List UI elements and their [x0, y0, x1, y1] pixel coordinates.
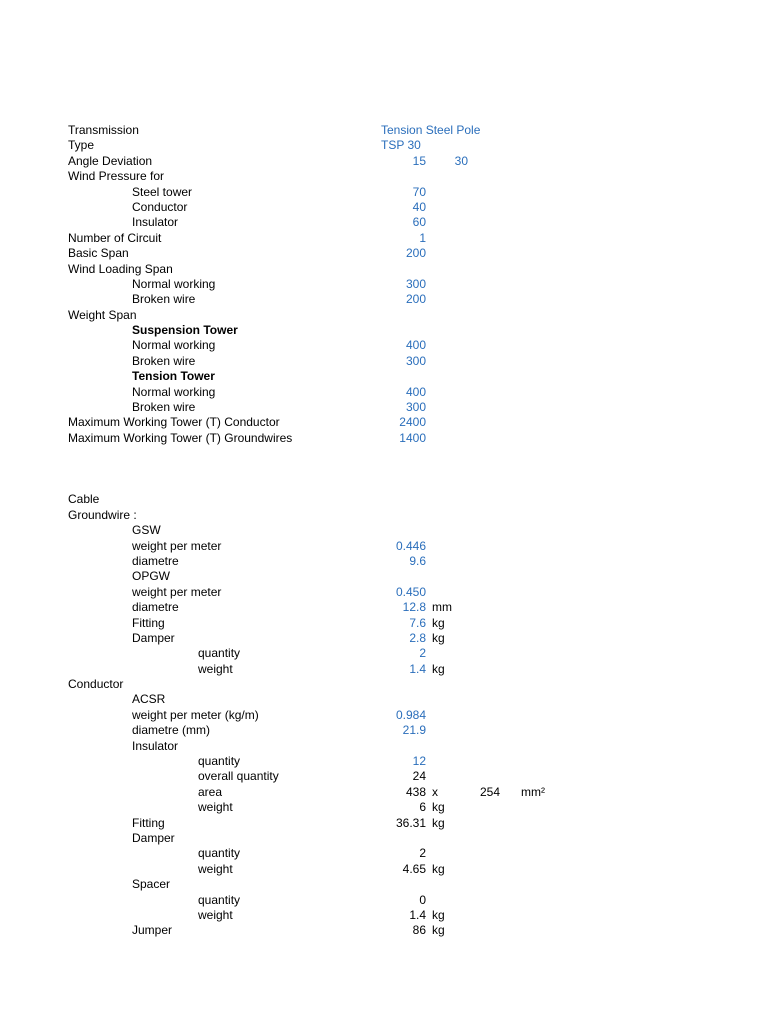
opgw-weight-value[interactable]: 0.450 — [395, 584, 426, 599]
row-acsr-weight — [0, 708, 768, 723]
spacer-quantity-label: quantity — [198, 892, 241, 907]
steel-tower-label: Steel tower — [132, 184, 193, 199]
wp-insulator-label: Insulator — [132, 215, 179, 230]
number-of-circuit-label: Number of Circuit — [68, 230, 162, 245]
row-opgw-diametre — [0, 600, 768, 615]
st-normal-working-value[interactable]: 400 — [405, 338, 426, 353]
jumper-value: 86 — [412, 923, 426, 938]
row-wind-pressure — [0, 169, 768, 184]
row-gw-fitting — [0, 616, 768, 631]
row-conductor — [0, 677, 768, 692]
cable-label: Cable — [68, 492, 100, 507]
row-wp-conductor — [0, 200, 768, 215]
spacer-weight-unit: kg — [432, 907, 445, 922]
row-spacer-weight — [0, 908, 768, 923]
transmission-label: Transmission — [68, 123, 139, 137]
row-weight-span — [0, 308, 768, 323]
gw-fitting-value[interactable]: 7.6 — [409, 615, 426, 630]
cond-fitting-unit: kg — [432, 815, 445, 830]
gsw-label: GSW — [132, 523, 161, 538]
spreadsheet-sheet — [0, 123, 768, 939]
row-max-working-conductor — [0, 415, 768, 430]
row-type — [0, 138, 768, 153]
row-opgw — [0, 569, 768, 584]
acsr-weight-value[interactable]: 0.984 — [395, 707, 426, 722]
row-gsw-weight — [0, 539, 768, 554]
gw-fitting-unit: kg — [432, 615, 445, 630]
cond-fitting-label: Fitting — [132, 815, 165, 830]
insulator-area-operator: x — [432, 784, 438, 799]
wp-conductor-value[interactable]: 40 — [412, 199, 426, 214]
cond-damper-quantity-value: 2 — [419, 846, 426, 861]
steel-tower-value[interactable]: 70 — [412, 184, 426, 199]
row-insulator-area — [0, 785, 768, 800]
groundwire-label: Groundwire : — [68, 507, 137, 522]
insulator-area-value2: 254 — [479, 784, 500, 799]
st-broken-wire-value[interactable]: 300 — [405, 353, 426, 368]
wp-conductor-label: Conductor — [132, 199, 188, 214]
cond-damper-label: Damper — [132, 830, 175, 845]
row-groundwire — [0, 508, 768, 523]
transmission-value[interactable]: Tension Steel Pole — [381, 123, 481, 137]
row-suspension-tower — [0, 323, 768, 338]
spacer-quantity-value: 0 — [419, 892, 426, 907]
wls-normal-working-label: Normal working — [132, 276, 216, 291]
row-cond-damper — [0, 831, 768, 846]
row-insulator-overall-quantity — [0, 769, 768, 784]
row-wls-broken-wire — [0, 292, 768, 307]
row-gw-damper-quantity — [0, 646, 768, 661]
row-spacer-quantity — [0, 893, 768, 908]
row-tension-tower — [0, 369, 768, 384]
gsw-weight-label: weight per meter — [132, 538, 222, 553]
row-cond-damper-quantity — [0, 846, 768, 861]
insulator-weight-unit: kg — [432, 800, 445, 815]
gw-damper-weight-label: weight — [198, 661, 233, 676]
type-label: Type — [68, 138, 95, 153]
cond-fitting-value: 36.31 — [395, 815, 426, 830]
row-wls-normal-working — [0, 277, 768, 292]
wp-insulator-value[interactable]: 60 — [412, 215, 426, 230]
max-working-groundwires-label: Maximum Working Tower (T) Groundwires — [68, 430, 293, 445]
insulator-area-label: area — [198, 784, 223, 799]
insulator-weight-value: 6 — [419, 800, 426, 815]
insulator-overall-quantity-label: overall quantity — [198, 769, 279, 784]
angle-deviation-label: Angle Deviation — [68, 153, 153, 168]
gw-damper-weight-unit: kg — [432, 661, 445, 676]
wind-pressure-label: Wind Pressure for — [68, 169, 165, 184]
row-angle-deviation — [0, 154, 768, 169]
insulator-quantity-label: quantity — [198, 754, 241, 769]
tt-normal-working-value[interactable]: 400 — [405, 384, 426, 399]
spacer-weight-value: 1.4 — [409, 907, 426, 922]
empty-rows — [0, 446, 768, 492]
cond-damper-quantity-label: quantity — [198, 846, 241, 861]
insulator-weight-label: weight — [198, 800, 233, 815]
insulator-area-value: 438 — [405, 784, 426, 799]
basic-span-label: Basic Span — [68, 246, 129, 261]
jumper-label: Jumper — [132, 923, 173, 938]
row-gw-damper — [0, 631, 768, 646]
row-opgw-weight — [0, 585, 768, 600]
row-transmission — [0, 123, 768, 138]
max-working-conductor-label: Maximum Working Tower (T) Conductor — [68, 415, 280, 430]
row-spacer — [0, 877, 768, 892]
gw-damper-unit: kg — [432, 630, 445, 645]
conductor-label: Conductor — [68, 677, 124, 692]
insulator-overall-quantity-value: 24 — [412, 769, 426, 784]
cond-damper-weight-value: 4.65 — [402, 861, 426, 876]
acsr-label: ACSR — [132, 692, 166, 707]
wls-broken-wire-label: Broken wire — [132, 292, 196, 307]
insulator-area-unit: mm² — [521, 784, 545, 799]
row-gw-damper-weight — [0, 662, 768, 677]
tt-broken-wire-value[interactable]: 300 — [405, 400, 426, 415]
spacer-label: Spacer — [132, 877, 171, 892]
angle-deviation-value[interactable]: 15 — [412, 153, 426, 168]
gw-damper-value[interactable]: 2.8 — [409, 630, 426, 645]
opgw-diametre-unit: mm — [432, 600, 452, 615]
row-tt-broken-wire — [0, 400, 768, 415]
gw-fitting-label: Fitting — [132, 615, 165, 630]
wind-loading-span-label: Wind Loading Span — [68, 261, 173, 276]
jumper-unit: kg — [432, 923, 445, 938]
acsr-weight-label: weight per meter (kg/m) — [132, 707, 259, 722]
row-cable — [0, 492, 768, 507]
st-broken-wire-label: Broken wire — [132, 353, 196, 368]
row-cond-damper-weight — [0, 862, 768, 877]
row-acsr-diametre — [0, 723, 768, 738]
opgw-weight-label: weight per meter — [132, 584, 222, 599]
gw-damper-quantity-value[interactable]: 2 — [419, 646, 426, 661]
acsr-diametre-value[interactable]: 21.9 — [402, 723, 426, 738]
row-acsr — [0, 692, 768, 707]
tension-tower-heading: Tension Tower — [132, 369, 215, 384]
tt-broken-wire-label: Broken wire — [132, 400, 196, 415]
row-insulator — [0, 739, 768, 754]
row-tt-normal-working — [0, 385, 768, 400]
gsw-diametre-label: diametre — [132, 553, 179, 568]
gsw-diametre-value[interactable]: 9.6 — [409, 553, 426, 568]
weight-span-label: Weight Span — [68, 307, 137, 322]
cond-damper-weight-unit: kg — [432, 861, 445, 876]
row-basic-span — [0, 246, 768, 261]
number-of-circuit-value[interactable]: 1 — [419, 230, 426, 245]
opgw-diametre-value[interactable]: 12.8 — [402, 600, 426, 615]
row-number-of-circuit — [0, 231, 768, 246]
wls-broken-wire-value[interactable]: 200 — [405, 292, 426, 307]
st-normal-working-label: Normal working — [132, 338, 216, 353]
row-gsw — [0, 523, 768, 538]
gsw-weight-value[interactable]: 0.446 — [395, 538, 426, 553]
acsr-diametre-label: diametre (mm) — [132, 723, 211, 738]
row-jumper — [0, 923, 768, 938]
basic-span-value[interactable]: 200 — [405, 246, 426, 261]
cond-damper-weight-label: weight — [198, 861, 233, 876]
row-steel-tower — [0, 185, 768, 200]
suspension-tower-heading: Suspension Tower — [132, 323, 238, 338]
max-working-conductor-value[interactable]: 2400 — [399, 415, 426, 430]
row-wp-insulator — [0, 215, 768, 230]
opgw-label: OPGW — [132, 569, 170, 584]
wls-normal-working-value[interactable]: 300 — [405, 276, 426, 291]
insulator-quantity-value[interactable]: 12 — [412, 754, 426, 769]
angle-deviation-value2[interactable]: 30 — [454, 153, 468, 168]
spacer-weight-label: weight — [198, 907, 233, 922]
gw-damper-weight-value[interactable]: 1.4 — [409, 661, 426, 676]
gw-damper-label: Damper — [132, 630, 175, 645]
type-value[interactable]: TSP 30 — [381, 138, 421, 153]
row-gsw-diametre — [0, 554, 768, 569]
insulator-label: Insulator — [132, 738, 179, 753]
tt-normal-working-label: Normal working — [132, 384, 216, 399]
opgw-diametre-label: diametre — [132, 600, 179, 615]
gw-damper-quantity-label: quantity — [198, 646, 241, 661]
max-working-groundwires-value[interactable]: 1400 — [399, 430, 426, 445]
row-st-broken-wire — [0, 354, 768, 369]
row-cond-fitting — [0, 816, 768, 831]
row-st-normal-working — [0, 338, 768, 353]
row-max-working-groundwires — [0, 431, 768, 446]
row-insulator-weight — [0, 800, 768, 815]
row-insulator-quantity — [0, 754, 768, 769]
row-wind-loading-span — [0, 262, 768, 277]
